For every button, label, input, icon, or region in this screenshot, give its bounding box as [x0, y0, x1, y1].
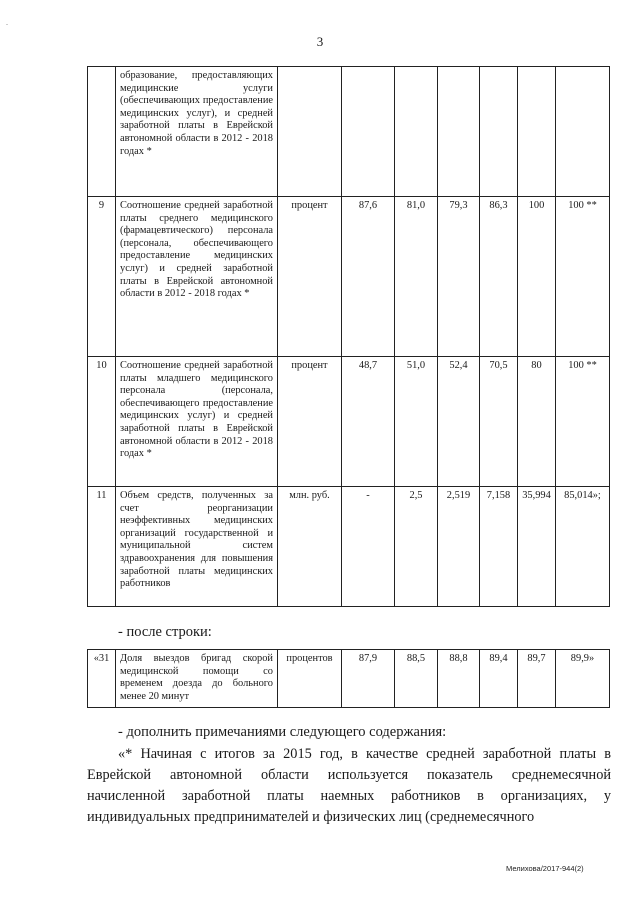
- row-number: «31: [88, 650, 116, 708]
- value-cell: 81,0: [395, 197, 438, 357]
- value-cell: 52,4: [438, 357, 480, 487]
- note-paragraph: «* Начиная с итогов за 2015 год, в качестве средней заработной платы в Еврейской автономной области используется показатель среднемесячной начисленной заработной платы наемных работников в организациях, у индивидуальных предпринимателей и физических лиц (среднемесячного: [87, 746, 611, 825]
- value-cell: 35,994: [518, 487, 556, 607]
- value-cell: [556, 67, 610, 197]
- row-description: Объем средств, полученных за счет реорганизации неэффективных медицинских организаций государственной и муниципальной систем здравоохранения для повышения заработной платы медицинских работников: [116, 487, 278, 607]
- table-row: [88, 67, 610, 197]
- row-description: образование, предоставляющих медицинские услуги (обеспечивающих предоставление медицинских услуг), и средней заработной платы в Еврейской автономной области в 2012 - 2018 годах *: [116, 67, 278, 197]
- value-cell: 89,7: [518, 650, 556, 708]
- table-row: [88, 197, 610, 357]
- value-cell: 87,6: [342, 197, 395, 357]
- page-number: 3: [316, 34, 324, 49]
- table-row: [88, 357, 610, 487]
- value-cell: [438, 67, 480, 197]
- value-cell: 89,9»: [556, 650, 610, 708]
- corner-mark: -: [6, 22, 8, 28]
- value-cell: 89,4: [480, 650, 518, 708]
- value-cell: 100: [518, 197, 556, 357]
- value-cell: 79,3: [438, 197, 480, 357]
- value-cell: 88,5: [395, 650, 438, 708]
- value-cell: 7,158: [480, 487, 518, 607]
- value-cell: 48,7: [342, 357, 395, 487]
- row-description: Соотношение средней заработной платы младшего медицинского персонала (персонала, обеспечивающего предоставление медицинских услуг) и средней заработной платы в Еврейской автономной области в 2012 - 2018 годах *: [116, 357, 278, 487]
- value-cell: 87,9: [342, 650, 395, 708]
- notes-intro: - дополнить примечаниями следующего содержания:: [118, 724, 447, 740]
- after-row-label: - после строки:: [118, 624, 212, 640]
- value-cell: 86,3: [480, 197, 518, 357]
- value-cell: 100 **: [556, 197, 610, 357]
- row-number: 10: [88, 357, 116, 487]
- row-number: 9: [88, 197, 116, 357]
- value-cell: [395, 67, 438, 197]
- value-cell: [518, 67, 556, 197]
- row-unit: процентов: [278, 650, 342, 708]
- added-row-table: [87, 649, 610, 708]
- table-row: [88, 487, 610, 607]
- value-cell: 70,5: [480, 357, 518, 487]
- value-cell: [342, 67, 395, 197]
- row-unit: процент: [278, 197, 342, 357]
- row-description: Доля выездов бригад скорой медицинской помощи со временем доезда до больного менее 20 минут: [116, 650, 278, 708]
- value-cell: 2,519: [438, 487, 480, 607]
- row-unit: млн. руб.: [278, 487, 342, 607]
- table-row: [88, 650, 610, 708]
- value-cell: -: [342, 487, 395, 607]
- row-number: [88, 67, 116, 197]
- value-cell: 2,5: [395, 487, 438, 607]
- value-cell: 88,8: [438, 650, 480, 708]
- row-description: Соотношение средней заработной платы среднего медицинского (фармацевтического) персонала (персонала, обеспечивающего предоставление медицинских услуг) и средней заработной платы в Еврейской автономной области в 2012 - 2018 годах *: [116, 197, 278, 357]
- row-unit: [278, 67, 342, 197]
- document-footer-code: Мелихова/2017-944(2): [506, 864, 584, 873]
- indicators-table: [87, 66, 610, 607]
- value-cell: 85,014»;: [556, 487, 610, 607]
- row-number: 11: [88, 487, 116, 607]
- row-unit: процент: [278, 357, 342, 487]
- value-cell: 51,0: [395, 357, 438, 487]
- value-cell: 100 **: [556, 357, 610, 487]
- value-cell: [480, 67, 518, 197]
- value-cell: 80: [518, 357, 556, 487]
